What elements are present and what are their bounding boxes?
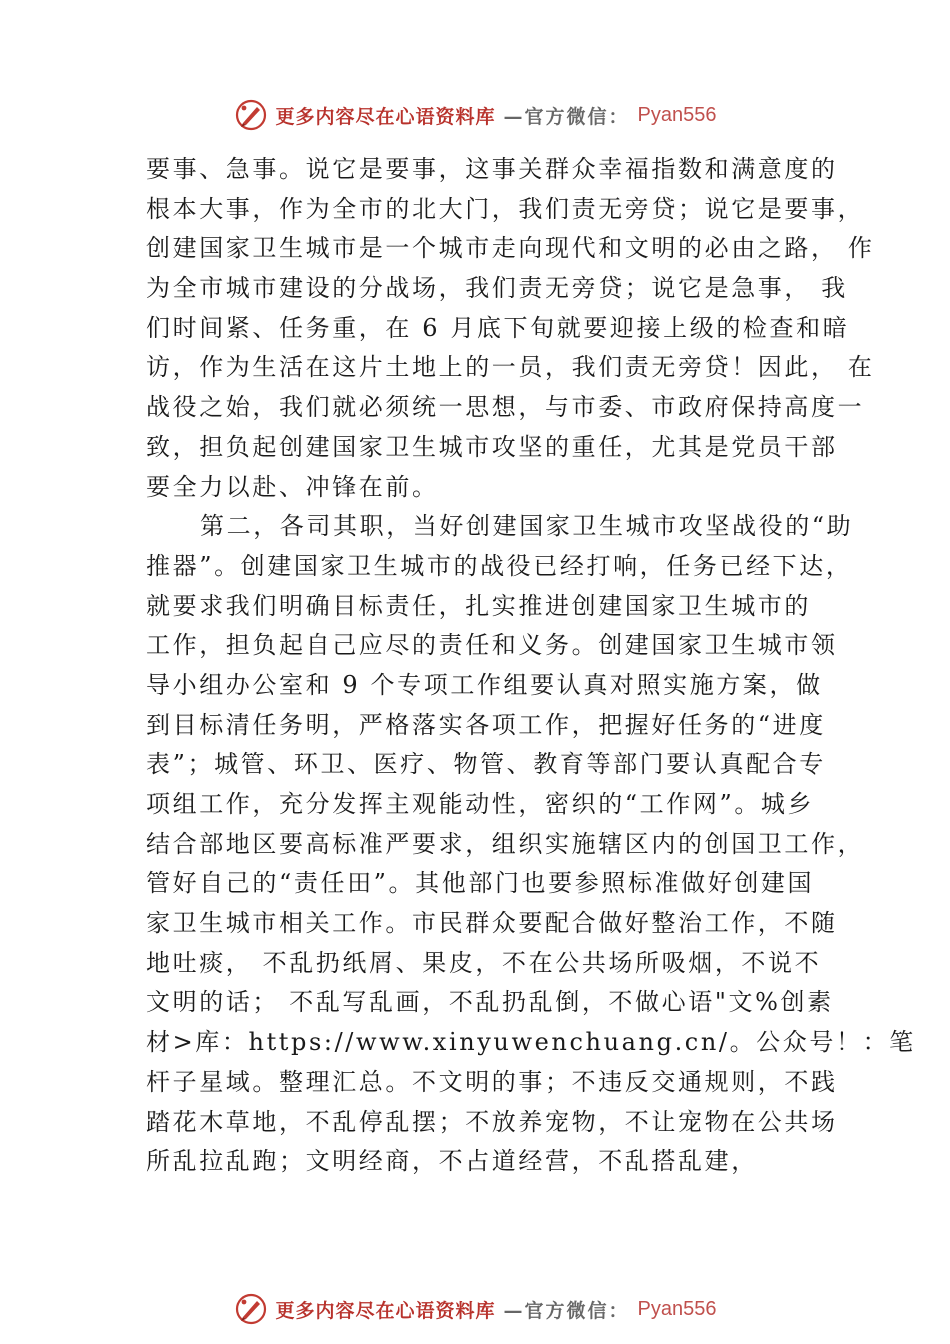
text-line: 管好自己的“责任田”。其他部门也要参照标准做好创建国 [146, 869, 815, 898]
text-line: 为全市城市建设的分战场，我们责无旁贷；说它是急事， 我 [146, 274, 848, 303]
footer-banner [0, 1289, 950, 1329]
text-line: 结合部地区要高标准严要求，组织实施辖区内的创国卫工作， [146, 829, 865, 858]
text-line: 材>库：https://www.xinyuwenchuang.cn/。公众号！：笔 [146, 1028, 916, 1057]
text-line: 家卫生城市相关工作。市民群众要配合做好整治工作，不随 [146, 909, 838, 938]
text-line: 创建国家卫生城市是一个城市走向现代和文明的必由之路， 作 [146, 234, 875, 263]
text-line: 致，担负起创建国家卫生城市攻坚的重任，尤其是党员干部 [146, 432, 838, 461]
banner-title: 更多内容尽在心语资料库 [275, 105, 496, 128]
header-banner [0, 95, 950, 135]
text-line: 访，作为生活在这片土地上的一员，我们责无旁贷！因此， 在 [146, 353, 875, 382]
text-line: 们时间紧、任务重，在 6 月底下旬就要迎接上级的检查和暗 [146, 313, 850, 342]
text-line: 要事、急事。说它是要事，这事关群众幸福指数和满意度的 [146, 155, 838, 183]
pen-logo-icon [234, 1292, 268, 1326]
pen-logo-icon [234, 98, 268, 132]
text-line: 根本大事，作为全市的北大门，我们责无旁贷；说它是要事， [146, 194, 865, 223]
text-line: 踏花木草地，不乱停乱摆；不放养宠物，不让宠物在公共场 [146, 1107, 838, 1136]
text-line: 要全力以赴、冲锋在前。 [146, 472, 439, 501]
banner-separator: —官方微信： [503, 1299, 630, 1322]
text-line: 战役之始，我们就必须统一思想，与市委、市政府保持高度一 [146, 393, 865, 422]
text-line: 推器”。创建国家卫生城市的战役已经打响，任务已经下达， [146, 551, 853, 580]
paragraph-start-line: 第二，各司其职，当好创建国家卫生城市攻坚战役的“助 [200, 512, 854, 541]
banner-separator: —官方微信： [503, 105, 630, 128]
text-line: 表”；城管、环卫、医疗、物管、教育等部门要认真配合专 [146, 750, 826, 779]
text-line: 工作，担负起自己应尽的责任和义务。创建国家卫生城市领 [146, 631, 838, 660]
text-line: 导小组办公室和 9 个专项工作组要认真对照实施方案，做 [146, 670, 823, 699]
text-line: 所乱拉乱跑；文明经商，不占道经营，不乱搭乱建， [146, 1147, 758, 1176]
text-line: 到目标清任务明，严格落实各项工作，把握好任务的“进度 [146, 710, 826, 739]
text-line: 文明的话； 不乱写乱画，不乱扔乱倒，不做心语"文%创素 [146, 988, 834, 1017]
text-line: 就要求我们明确目标责任，扎实推进创建国家卫生城市的 [146, 591, 811, 620]
document-body [146, 150, 916, 1182]
text-line: 地吐痰， 不乱扔纸屑、果皮，不在公共场所吸烟，不说不 [146, 948, 822, 977]
banner-title: 更多内容尽在心语资料库 [275, 1299, 496, 1322]
banner-wechat-id: Pyan556 [637, 1297, 717, 1320]
text-line: 项组工作，充分发挥主观能动性，密织的“工作网”。城乡 [146, 790, 815, 818]
text-line: 杆子星域。整理汇总。不文明的事；不违反交通规则，不践 [146, 1067, 838, 1096]
banner-wechat-id: Pyan556 [637, 103, 717, 126]
